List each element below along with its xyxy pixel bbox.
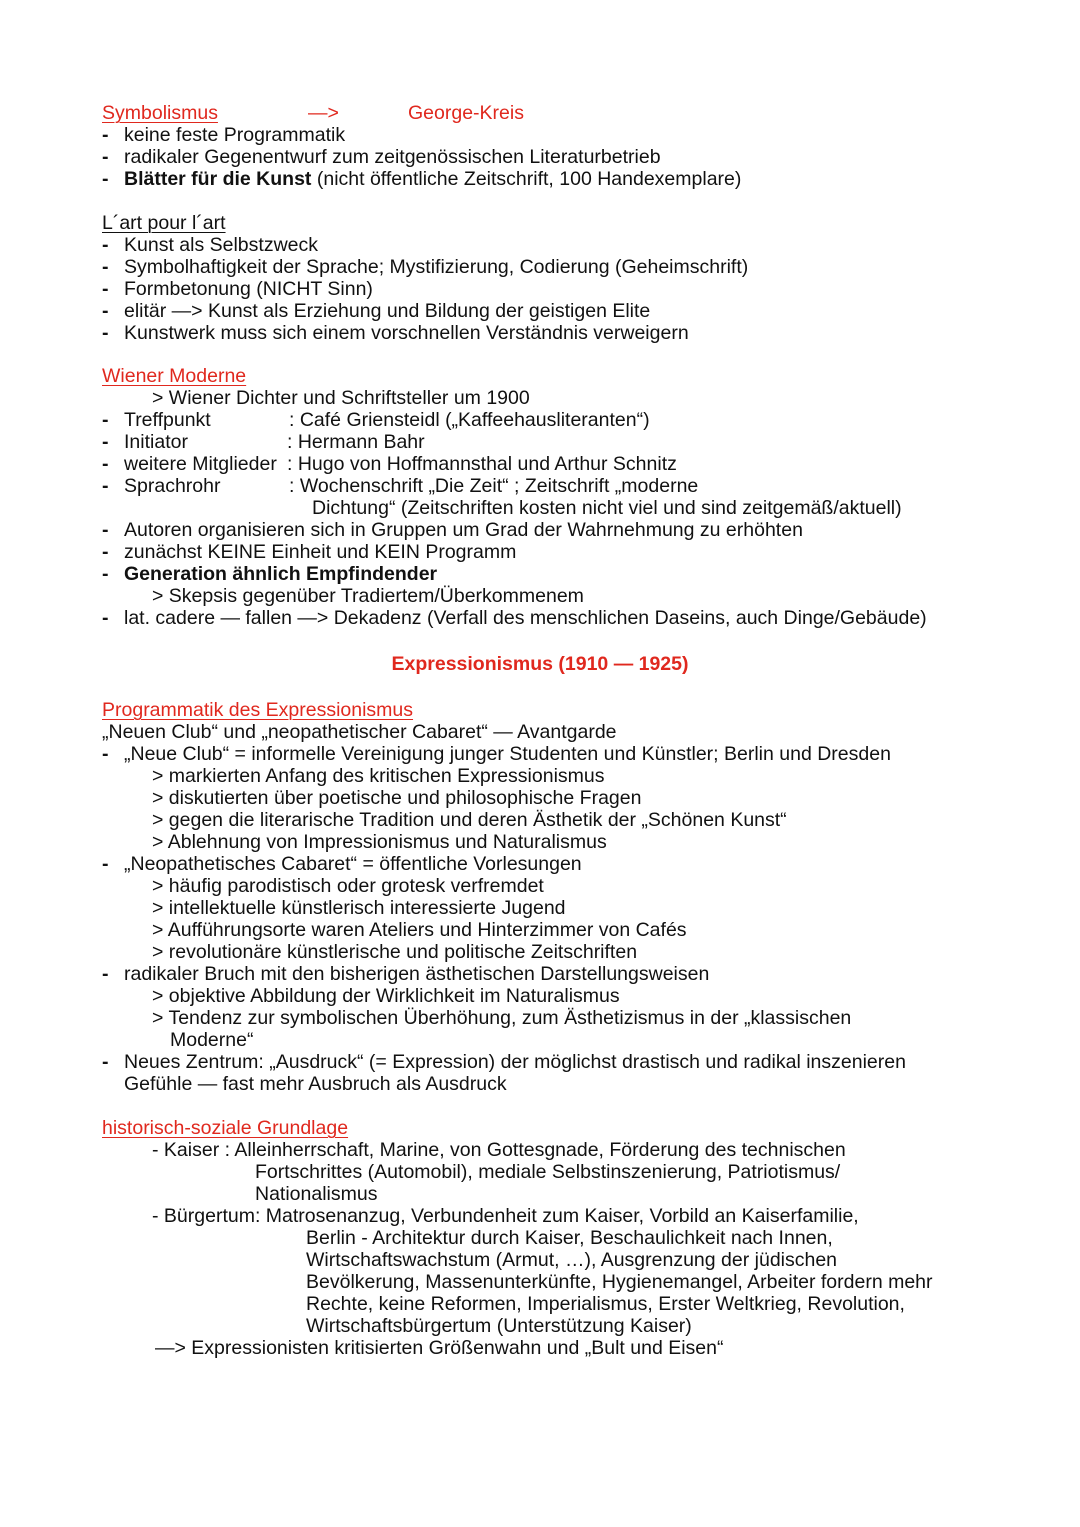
symbolismus-heading-arrow: —>: [308, 102, 339, 124]
lart-item: Kunstwerk muss sich einem vorschnellen Verständnis verweigern: [124, 322, 689, 344]
bullet-dash: -: [102, 300, 109, 322]
wiener-item: zunächst KEINE Einheit und KEIN Programm: [124, 541, 517, 563]
bullet-dash: -: [102, 322, 109, 344]
wiener-row-value: : Hermann Bahr: [287, 431, 425, 453]
club-sub: > markierten Anfang des kritischen Expressionismus: [152, 765, 605, 787]
wiener-row-label: Initiator: [124, 431, 188, 453]
wiener-heading: Wiener Moderne: [102, 365, 247, 387]
buergertum-line: Bevölkerung, Massenunterkünfte, Hygienemangel, Arbeiter fordern mehr: [306, 1271, 933, 1293]
bullet-dash: -: [102, 475, 109, 497]
cabaret-item: „Neopathetisches Cabaret“ = öffentliche Vorlesungen: [124, 853, 582, 875]
cabaret-sub: > häufig parodistisch oder grotesk verfremdet: [152, 875, 544, 897]
bullet-dash: -: [102, 278, 109, 300]
programmatik-heading: Programmatik des Expressionismus: [102, 699, 414, 721]
symbolismus-item: keine feste Programmatik: [124, 124, 346, 146]
bullet-dash: -: [102, 124, 109, 146]
wiener-bold-item: Generation ähnlich Empfindender: [124, 563, 438, 585]
cabaret-sub: > revolutionäre künstlerische und politische Zeitschriften: [152, 941, 638, 963]
wiener-row-label: Treffpunkt: [124, 409, 211, 431]
sprachrohr-continuation: Dichtung“ (Zeitschriften kosten nicht viel und sind zeitgemäß/aktuell): [312, 497, 902, 519]
bullet-dash: -: [102, 431, 109, 453]
zentrum-item-cont: Gefühle — fast mehr Ausbruch als Ausdruck: [124, 1073, 507, 1095]
wiener-item: Autoren organisieren sich in Gruppen um Grad der Wahrnehmung zu erhöhten: [124, 519, 803, 541]
cabaret-sub: > intellektuelle künstlerisch interessierte Jugend: [152, 897, 566, 919]
bullet-dash: -: [102, 743, 109, 765]
wiener-row-label: weitere Mitglieder: [124, 453, 277, 475]
buergertum-line: Rechte, keine Reformen, Imperialismus, Erster Weltkrieg, Revolution,: [306, 1293, 905, 1315]
bullet-dash: -: [102, 607, 109, 629]
blaetter-bold: Blätter für die Kunst: [124, 168, 312, 190]
bullet-dash: -: [102, 453, 109, 475]
wiener-row-value: : Hugo von Hoffmannsthal und Arthur Schnitz: [287, 453, 677, 475]
bullet-dash: -: [102, 1051, 109, 1073]
zentrum-item: Neues Zentrum: „Ausdruck“ (= Expression) der möglichst drastisch und radikal inszenieren: [124, 1051, 906, 1073]
bullet-dash: -: [102, 146, 109, 168]
kaiser-line: Fortschrittes (Automobil), mediale Selbstinszenierung, Patriotismus/: [255, 1161, 841, 1183]
bruch-sub-cont: Moderne“: [170, 1029, 254, 1051]
kaiser-line: Nationalismus: [255, 1183, 378, 1205]
lart-item: elitär —> Kunst als Erziehung und Bildung der geistigen Elite: [124, 300, 651, 322]
bullet-dash: -: [102, 563, 109, 585]
buergertum-line: - Bürgertum: Matrosenanzug, Verbundenheit zum Kaiser, Vorbild an Kaiserfamilie,: [152, 1205, 859, 1227]
wiener-sub: > Wiener Dichter und Schriftsteller um 1900: [152, 387, 530, 409]
bullet-dash: -: [102, 519, 109, 541]
wiener-row-value: : Café Griensteidl („Kaffeehausliteranten“): [289, 409, 650, 431]
wiener-row-value: : Wochenschrift „Die Zeit“ ; Zeitschrift „moderne: [289, 475, 699, 497]
symbolismus-heading-right: George-Kreis: [408, 102, 524, 124]
wiener-bold-sub: > Skepsis gegenüber Tradiertem/Überkommenem: [152, 585, 584, 607]
bruch-sub: > objektive Abbildung der Wirklichkeit im Naturalismus: [152, 985, 620, 1007]
wiener-row-label: Sprachrohr: [124, 475, 221, 497]
historisch-heading: historisch-soziale Grundlage: [102, 1117, 349, 1139]
bullet-dash: -: [102, 256, 109, 278]
cabaret-sub: > Aufführungsorte waren Ateliers und Hinterzimmer von Cafés: [152, 919, 687, 941]
symbolismus-heading-left: Symbolismus: [102, 102, 218, 124]
club-sub: > gegen die literarische Tradition und deren Ästhetik der „Schönen Kunst“: [152, 809, 787, 831]
historisch-conclusion: —> Expressionisten kritisierten Größenwahn und „Bult und Eisen“: [155, 1337, 724, 1359]
club-sub: > diskutierten über poetische und philosophische Fragen: [152, 787, 642, 809]
bullet-dash: -: [102, 168, 109, 190]
buergertum-line: Wirtschaftsbürgertum (Unterstützung Kaiser): [306, 1315, 692, 1337]
symbolismus-item: radikaler Gegenentwurf zum zeitgenössischen Literaturbetrieb: [124, 146, 661, 168]
buergertum-line: Berlin - Architektur durch Kaiser, Beschaulichkeit nach Innen,: [306, 1227, 833, 1249]
bullet-dash: -: [102, 541, 109, 563]
neue-club-item: „Neue Club“ = informelle Vereinigung junger Studenten und Künstler; Berlin und Dresden: [124, 743, 891, 765]
expressionismus-title: Expressionismus (1910 — 1925): [391, 653, 689, 675]
club-sub: > Ablehnung von Impressionismus und Naturalismus: [152, 831, 607, 853]
buergertum-line: Wirtschaftswachstum (Armut, …), Ausgrenzung der jüdischen: [306, 1249, 838, 1271]
symbolismus-item-blaetter: [124, 168, 741, 190]
bullet-dash: -: [102, 963, 109, 985]
lart-item: Formbetonung (NICHT Sinn): [124, 278, 373, 300]
bullet-dash: -: [102, 409, 109, 431]
kaiser-line: - Kaiser : Alleinherrschaft, Marine, von Gottesgnade, Förderung des technischen: [152, 1139, 846, 1161]
lart-item: Kunst als Selbstzweck: [124, 234, 319, 256]
bruch-item: radikaler Bruch mit den bisherigen ästhetischen Darstellungsweisen: [124, 963, 710, 985]
lart-heading: L´art pour l´art: [102, 212, 226, 234]
programmatik-intro: „Neuen Club“ und „neopathetischer Cabaret“ — Avantgarde: [102, 721, 617, 743]
symbolismus-heading: [102, 102, 526, 124]
bullet-dash: -: [102, 853, 109, 875]
bullet-dash: -: [102, 234, 109, 256]
wiener-last-item: lat. cadere — fallen —> Dekadenz (Verfall des menschlichen Daseins, auch Dinge/Gebäude): [124, 607, 927, 629]
lart-item: Symbolhaftigkeit der Sprache; Mystifizierung, Codierung (Geheimschrift): [124, 256, 749, 278]
bruch-sub: > Tendenz zur symbolischen Überhöhung, zum Ästhetizismus in der „klassischen: [152, 1007, 852, 1029]
blaetter-rest: (nicht öffentliche Zeitschrift, 100 Handexemplare): [311, 168, 742, 190]
